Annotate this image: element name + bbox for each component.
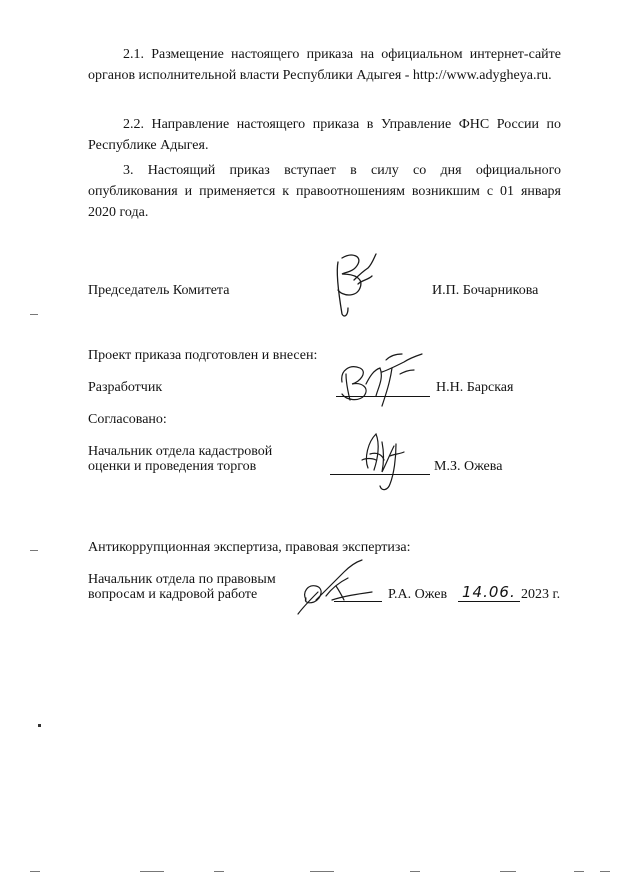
- scan-mark: [600, 871, 610, 872]
- legal-name: Р.А. Ожев: [388, 587, 448, 602]
- approval-signature-line: [330, 474, 430, 475]
- paragraph-2-1: 2.1. Размещение настоящего приказа на официальном интернет-сайте органов исполнительной власти Республики Адыгея - http://www.adygheya.ru.: [88, 47, 561, 83]
- approval-heading: Согласовано:: [88, 412, 167, 427]
- approval-title-line2: оценки и проведения торгов: [88, 459, 257, 474]
- approval-signature: [350, 424, 422, 496]
- expertise-title-line2: вопросам и кадровой работе: [88, 587, 258, 602]
- scan-mark: [410, 871, 420, 872]
- project-heading: Проект приказа подготовлен и внесен:: [88, 348, 318, 363]
- expertise-title-line1: Начальник отдела по правовым: [88, 572, 276, 587]
- expertise-heading: Антикоррупционная экспертиза, правовая экспертиза:: [88, 540, 411, 555]
- developer-title: Разработчик: [88, 380, 163, 395]
- scan-dot: [38, 724, 41, 727]
- scan-mark: [140, 871, 164, 872]
- scan-mark: [214, 871, 224, 872]
- scan-mark: [574, 871, 584, 872]
- developer-signature: [330, 348, 432, 416]
- chairman-title: Председатель Комитета: [88, 283, 230, 298]
- scan-mark: [310, 871, 334, 872]
- legal-signature-line: [334, 601, 382, 602]
- paragraph-3: 3. Настоящий приказ вступает в силу со дня официального опубликования и применяется к правоотношениям возникшим с 01 января 2020 года.: [88, 163, 561, 220]
- approval-name: М.З. Ожева: [434, 459, 503, 474]
- paragraph-2-2: 2.2. Направление настоящего приказа в Управление ФНС России по Республике Адыгея.: [88, 117, 561, 153]
- developer-signature-line: [336, 396, 430, 397]
- legal-signature: [292, 556, 388, 620]
- scan-mark: [30, 314, 38, 315]
- year-text: 2023 г.: [521, 587, 561, 602]
- chairman-signature: [328, 250, 384, 322]
- approval-title-line1: Начальник отдела кадастровой: [88, 444, 273, 459]
- scan-mark: [500, 871, 516, 872]
- scan-mark: [30, 871, 40, 872]
- date-underline: [458, 601, 520, 602]
- scan-mark: [30, 550, 38, 551]
- chairman-name: И.П. Бочарникова: [432, 283, 539, 298]
- handwritten-date: 14.06.: [462, 583, 516, 601]
- developer-name: Н.Н. Барская: [436, 380, 514, 395]
